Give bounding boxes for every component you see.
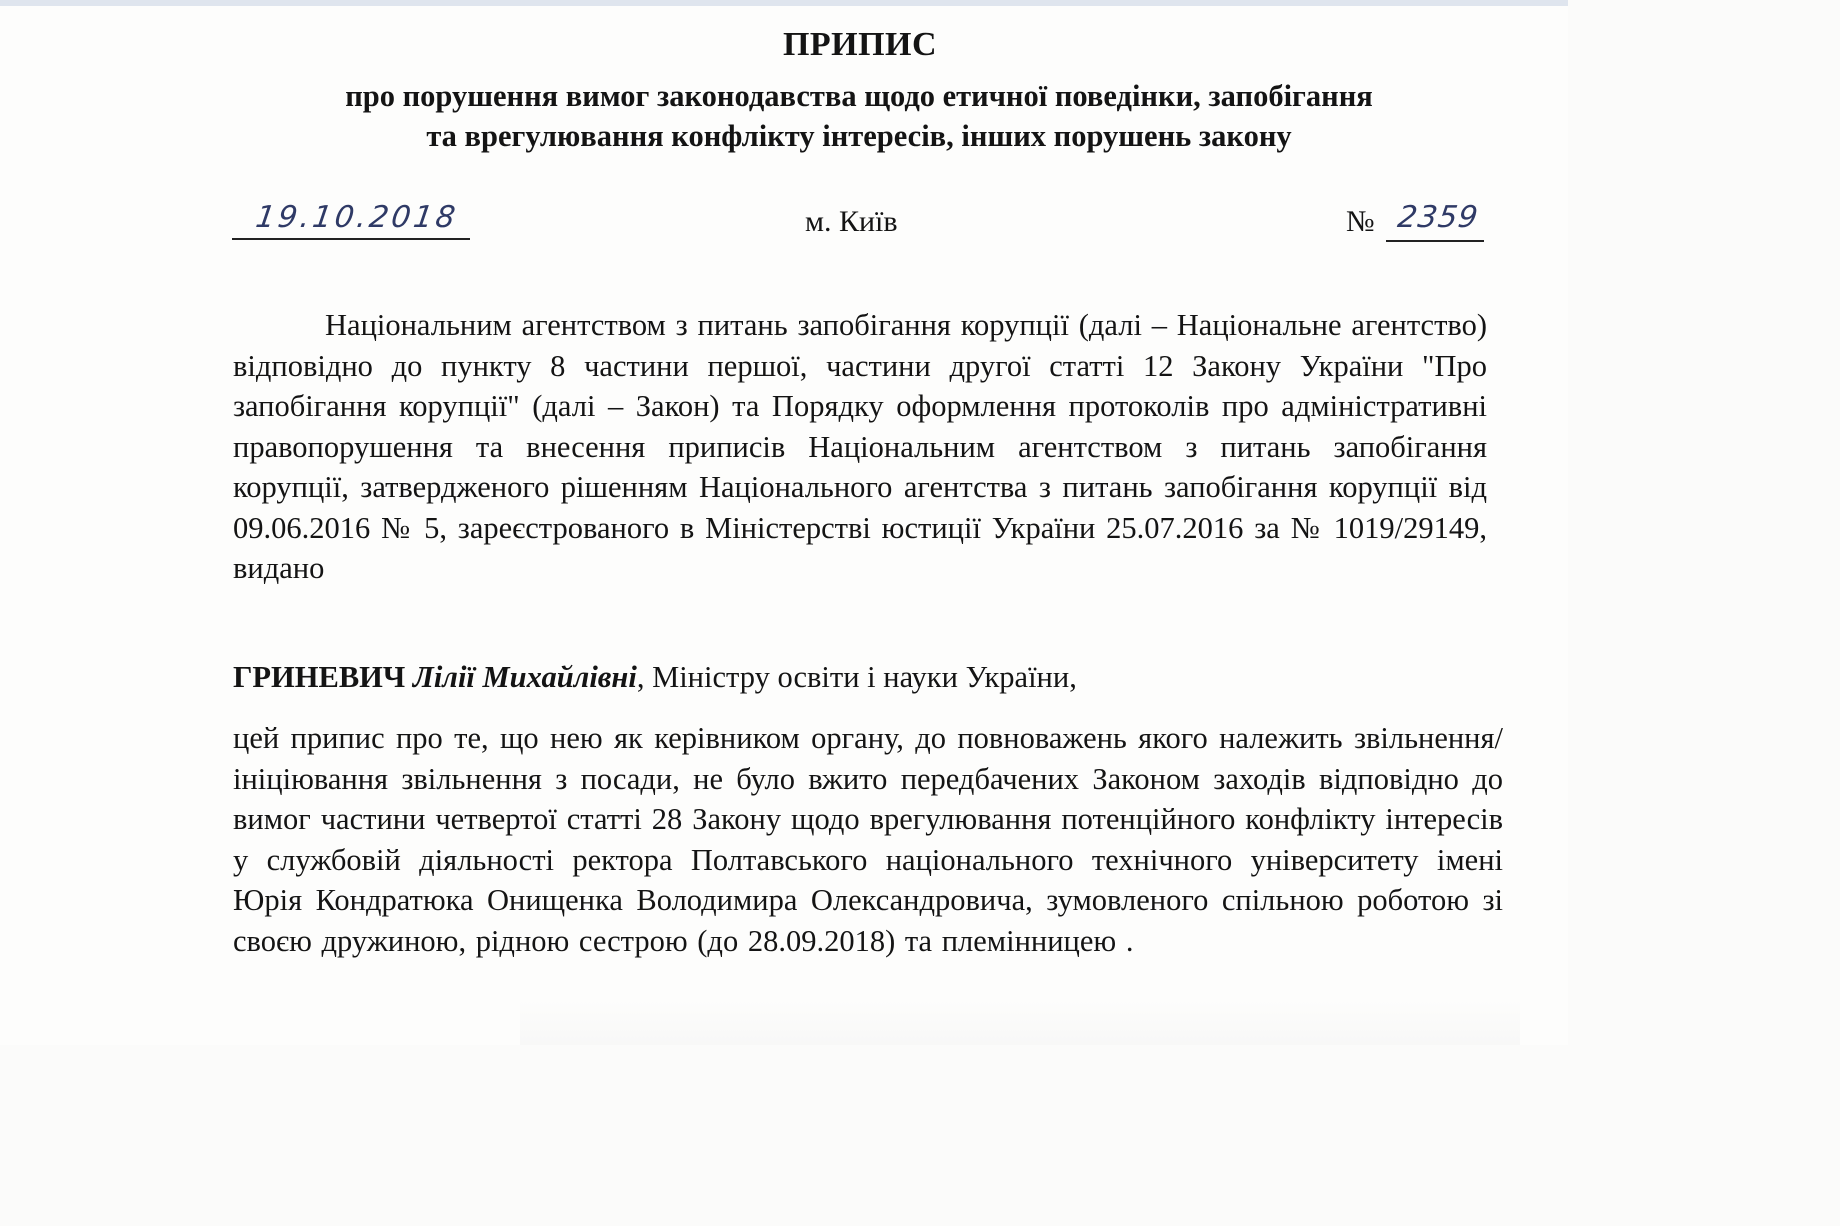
date-underline [232, 238, 470, 240]
scan-bleed-through [520, 1000, 1520, 1045]
document-subtitle [200, 76, 1518, 156]
body-paragraph-1: Національним агентством з питань запобігання корупції (далі – Національне агентство) відповідно до пункту 8 частини першої, частини другої статті 12 Закону України "Про запобігання корупції" (далі – Закон) та Порядку оформлення протоколів про адміністративні правопорушення та внесення приписів Національним агентством з питань запобігання корупції, затвердженого рішенням Національного агентства з питань запобігання корупції від 09.06.2016 № 5, зареєстрованого в Міністерстві юстиції України 25.07.2016 за № 1019/29149, видано [233, 308, 1487, 585]
addressee-surname: ГРИНЕВИЧ [233, 660, 406, 694]
number-sign: № [1346, 205, 1375, 238]
addressee-given-name: Лілії Михайлівні [412, 660, 637, 694]
subtitle-line-2: та врегулювання конфлікту інтересів, інших порушень закону [426, 119, 1292, 153]
city-label: м. Київ [805, 205, 898, 238]
addressee-position: , Міністру освіти і науки України, [636, 660, 1077, 694]
handwritten-date: 19.10.2018 [253, 200, 461, 235]
addressee-line [233, 657, 1077, 697]
viewer-top-strip [0, 0, 1568, 6]
document-title: ПРИПИС [782, 26, 938, 63]
handwritten-number: 2359 [1395, 200, 1481, 235]
subtitle-line-1: про порушення вимог законодавства щодо етичної поведінки, запобігання [345, 79, 1373, 113]
number-underline [1386, 240, 1484, 242]
body-paragraph-2: цей припис про те, що нею як керівником органу, до повноважень якого належить звільнення/ініціювання звільнення з посади, не було вжито передбачених Законом заходів відповідно до вимог частини четвертої статті 28 Закону щодо врегулювання потенційного конфлікту інтересів у службовій діяльності ректора Полтавського національного технічного університету імені Юрія Кондратюка Онищенка Володимира Олександровича, зумовленого спільною роботою зі своєю дружиною, рідною сестрою (до 28.09.2018) та племінницею . [233, 721, 1503, 958]
